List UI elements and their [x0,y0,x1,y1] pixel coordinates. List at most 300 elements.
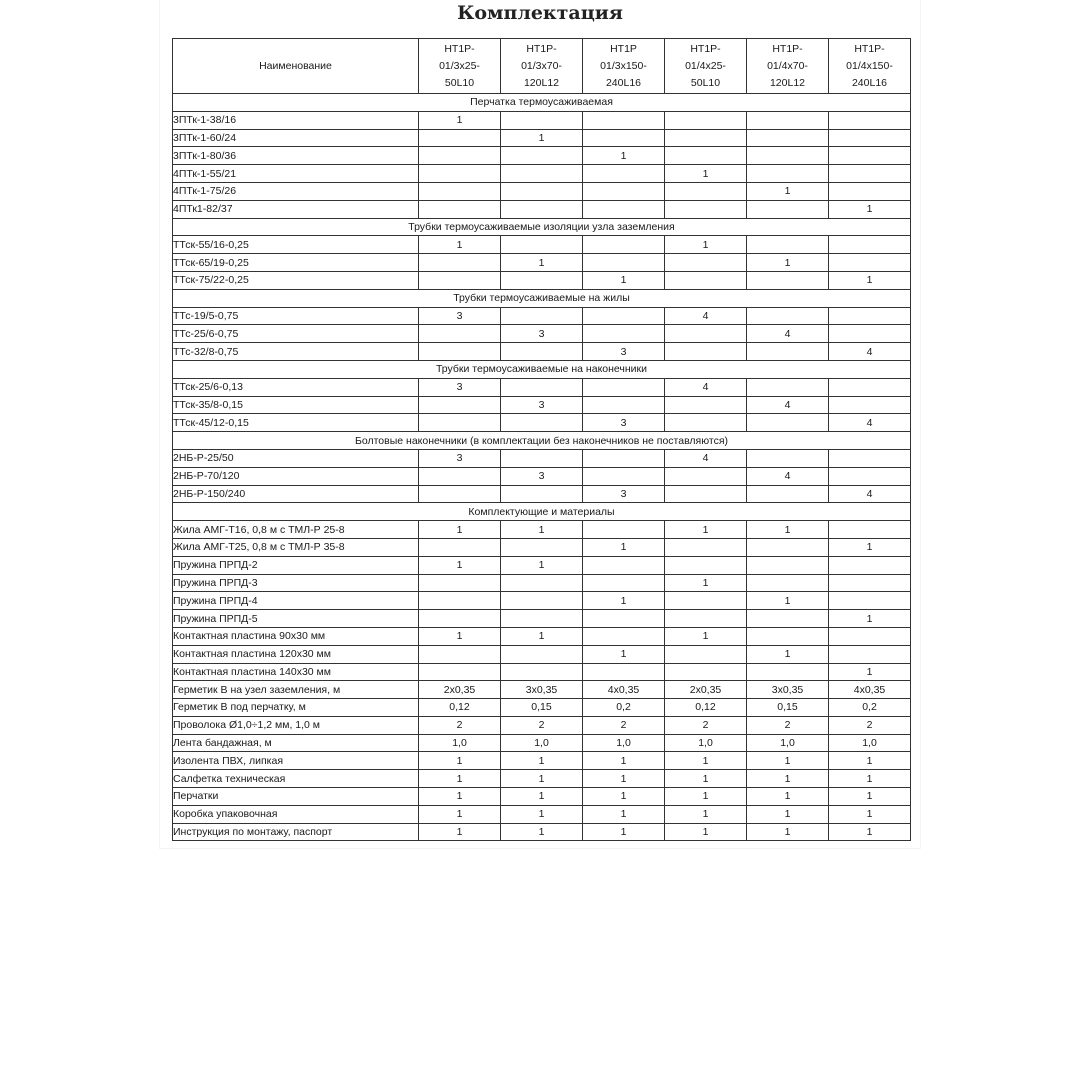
quantity-cell [583,663,665,681]
quantity-cell [419,645,501,663]
quantity-cell [829,378,911,396]
item-name-cell: ТТск-45/12-0,15 [173,414,419,432]
quantity-cell [747,663,829,681]
item-name-cell: Пружина ПРПД-2 [173,556,419,574]
item-name-cell: Проволока Ø1,0÷1,2 мм, 1,0 м [173,716,419,734]
quantity-cell: 1 [583,538,665,556]
quantity-cell: 1,0 [419,734,501,752]
quantity-cell [419,538,501,556]
item-name-cell: 3ПТк-1-60/24 [173,129,419,147]
quantity-cell [501,343,583,361]
table-row [173,610,911,628]
item-name-cell: Контактная пластина 140х30 мм [173,663,419,681]
section-header-row [173,218,911,236]
table-row [173,236,911,254]
table-row [173,254,911,272]
quantity-cell: 4х0,35 [829,681,911,699]
quantity-cell [747,538,829,556]
item-name-cell: Жила АМГ-Т16, 0,8 м с ТМЛ-Р 25-8 [173,521,419,539]
quantity-cell [665,485,747,503]
quantity-cell: 1 [419,236,501,254]
quantity-cell: 1 [419,788,501,806]
quantity-cell: 1 [583,592,665,610]
item-name-cell: 2НБ-Р-150/240 [173,485,419,503]
table-row [173,325,911,343]
quantity-cell: 0,12 [665,699,747,717]
quantity-cell [501,378,583,396]
quantity-cell [665,343,747,361]
quantity-cell: 0,2 [583,699,665,717]
column-header-model: НТ1Р- 01/4х150- 240L16 [829,39,911,94]
quantity-cell [829,627,911,645]
quantity-cell [501,200,583,218]
quantity-cell [665,538,747,556]
quantity-cell: 1 [501,823,583,841]
quantity-cell [747,556,829,574]
quantity-cell: 1 [829,538,911,556]
quantity-cell: 1 [501,129,583,147]
quantity-cell [829,307,911,325]
quantity-cell [583,111,665,129]
table-row [173,396,911,414]
quantity-cell [665,182,747,200]
item-name-cell: ТТс-19/5-0,75 [173,307,419,325]
quantity-cell [501,645,583,663]
quantity-cell: 1 [829,271,911,289]
table-row [173,271,911,289]
item-name-cell: Герметик В на узел заземления, м [173,681,419,699]
quantity-cell [419,663,501,681]
item-name-cell: 4ПТк1-82/37 [173,200,419,218]
table-row [173,592,911,610]
quantity-cell [419,467,501,485]
quantity-cell: 1 [583,147,665,165]
quantity-cell: 1 [665,627,747,645]
table-row [173,716,911,734]
quantity-cell: 2 [829,716,911,734]
quantity-cell: 3 [419,307,501,325]
table-row [173,627,911,645]
item-name-cell: 2НБ-Р-25/50 [173,449,419,467]
quantity-cell [829,556,911,574]
section-header-row [173,289,911,307]
item-name-cell: 3ПТк-1-80/36 [173,147,419,165]
quantity-cell: 1 [583,645,665,663]
column-header-model: НТ1Р 01/3х150- 240L16 [583,39,665,94]
quantity-cell [501,592,583,610]
quantity-cell [829,396,911,414]
quantity-cell [419,271,501,289]
column-header-name: Наименование [173,39,419,94]
quantity-cell: 4 [665,449,747,467]
quantity-cell: 1 [665,823,747,841]
quantity-cell [583,610,665,628]
quantity-cell: 1 [501,770,583,788]
quantity-cell [419,343,501,361]
quantity-cell [829,111,911,129]
quantity-cell: 3х0,35 [501,681,583,699]
quantity-cell [419,182,501,200]
quantity-cell: 1 [501,788,583,806]
quantity-cell: 1 [419,556,501,574]
quantity-cell [583,307,665,325]
item-name-cell: Перчатки [173,788,419,806]
quantity-cell [747,129,829,147]
quantity-cell: 1 [665,574,747,592]
quantity-cell: 1 [501,521,583,539]
quantity-cell [665,414,747,432]
column-header-model: НТ1Р- 01/3х70- 120L12 [501,39,583,94]
quantity-cell [829,236,911,254]
quantity-cell [665,663,747,681]
table-row [173,538,911,556]
quantity-cell [747,378,829,396]
quantity-cell [665,147,747,165]
quantity-cell: 4 [747,396,829,414]
quantity-cell: 1 [501,254,583,272]
quantity-cell [829,147,911,165]
quantity-cell: 1 [583,271,665,289]
quantity-cell: 3 [419,449,501,467]
quantity-cell [419,396,501,414]
section-title: Трубки термоусаживаемые изоляции узла заземления [173,218,911,236]
quantity-cell [583,467,665,485]
quantity-cell [583,449,665,467]
quantity-cell [501,147,583,165]
page-title: Комплектация [457,2,623,24]
section-title: Комплектующие и материалы [173,503,911,521]
quantity-cell [419,574,501,592]
section-title: Трубки термоусаживаемые на жилы [173,289,911,307]
quantity-cell [829,645,911,663]
quantity-cell [583,574,665,592]
quantity-cell [665,467,747,485]
quantity-cell: 1 [665,770,747,788]
quantity-cell [419,610,501,628]
quantity-cell [747,414,829,432]
quantity-cell: 1 [501,627,583,645]
item-name-cell: Изолента ПВХ, липкая [173,752,419,770]
table-row [173,770,911,788]
quantity-cell [747,627,829,645]
quantity-cell [419,200,501,218]
quantity-cell: 2х0,35 [665,681,747,699]
quantity-cell: 3 [583,485,665,503]
quantity-cell [501,414,583,432]
quantity-cell: 1 [501,752,583,770]
section-title: Трубки термоусаживаемые на наконечники [173,360,911,378]
table-row [173,663,911,681]
quantity-cell: 1,0 [501,734,583,752]
quantity-cell [583,165,665,183]
quantity-cell: 4 [747,467,829,485]
quantity-cell: 1 [419,521,501,539]
section-title: Перчатка термоусаживаемая [173,94,911,112]
item-name-cell: Пружина ПРПД-5 [173,610,419,628]
table-row [173,449,911,467]
quantity-cell: 1 [829,663,911,681]
table-row [173,788,911,806]
table-row [173,343,911,361]
quantity-cell [419,414,501,432]
quantity-cell: 1 [583,788,665,806]
table-row [173,485,911,503]
quantity-cell [747,200,829,218]
quantity-cell: 2 [665,716,747,734]
quantity-cell [829,165,911,183]
quantity-cell [419,147,501,165]
quantity-cell: 1 [501,805,583,823]
quantity-cell: 1 [747,645,829,663]
quantity-cell: 1,0 [747,734,829,752]
quantity-cell: 1,0 [665,734,747,752]
quantity-cell: 3х0,35 [747,681,829,699]
item-name-cell: 4ПТк-1-75/26 [173,182,419,200]
quantity-cell: 1 [747,521,829,539]
quantity-cell: 0,2 [829,699,911,717]
quantity-cell: 1 [419,627,501,645]
quantity-cell: 1 [829,823,911,841]
quantity-cell: 1 [747,823,829,841]
item-name-cell: 4ПТк-1-55/21 [173,165,419,183]
section-header-row [173,503,911,521]
quantity-cell [583,200,665,218]
quantity-cell [829,592,911,610]
quantity-cell [501,182,583,200]
item-name-cell: 3ПТк-1-38/16 [173,111,419,129]
quantity-cell [829,182,911,200]
table-row [173,556,911,574]
quantity-cell [583,556,665,574]
quantity-cell: 1 [747,805,829,823]
quantity-cell: 3 [419,378,501,396]
quantity-cell: 1 [583,770,665,788]
quantity-cell [747,343,829,361]
quantity-cell [419,165,501,183]
quantity-cell [583,378,665,396]
quantity-cell [583,129,665,147]
quantity-cell: 2х0,35 [419,681,501,699]
table-row [173,734,911,752]
quantity-cell: 1 [829,752,911,770]
quantity-cell [747,111,829,129]
quantity-cell: 2 [747,716,829,734]
quantity-cell: 1,0 [829,734,911,752]
quantity-cell [665,325,747,343]
quantity-cell: 1 [665,521,747,539]
quantity-cell: 1 [829,770,911,788]
quantity-cell: 1 [747,182,829,200]
quantity-cell: 3 [583,343,665,361]
quantity-cell: 4 [829,343,911,361]
quantity-cell [665,592,747,610]
item-name-cell: Пружина ПРПД-4 [173,592,419,610]
quantity-cell: 1 [583,823,665,841]
quantity-cell [501,485,583,503]
quantity-cell [501,538,583,556]
quantity-cell [747,165,829,183]
table-row [173,752,911,770]
quantity-cell [501,663,583,681]
quantity-cell [665,111,747,129]
table-row [173,129,911,147]
item-name-cell: Жила АМГ-Т25, 0,8 м с ТМЛ-Р 35-8 [173,538,419,556]
quantity-cell [665,645,747,663]
quantity-cell: 0,15 [747,699,829,717]
quantity-cell: 1 [583,752,665,770]
column-header-model: НТ1Р- 01/4х70- 120L12 [747,39,829,94]
quantity-cell [583,236,665,254]
quantity-cell: 1 [419,805,501,823]
quantity-cell: 1 [665,236,747,254]
quantity-cell [501,111,583,129]
quantity-cell [501,271,583,289]
column-header-model: НТ1Р- 01/4х25- 50L10 [665,39,747,94]
quantity-cell [501,236,583,254]
quantity-cell [665,556,747,574]
quantity-cell [419,325,501,343]
quantity-cell: 1 [747,752,829,770]
item-name-cell: Контактная пластина 90х30 мм [173,627,419,645]
item-name-cell: Инструкция по монтажу, паспорт [173,823,419,841]
quantity-cell [747,147,829,165]
quantity-cell: 1 [747,592,829,610]
item-name-cell: Коробка упаковочная [173,805,419,823]
quantity-cell: 0,15 [501,699,583,717]
table-row [173,681,911,699]
quantity-cell: 1 [665,788,747,806]
components-table [172,38,911,841]
quantity-cell [747,271,829,289]
quantity-cell: 2 [583,716,665,734]
quantity-cell: 3 [501,467,583,485]
quantity-cell: 1 [829,805,911,823]
quantity-cell [583,396,665,414]
quantity-cell: 1 [419,823,501,841]
item-name-cell: ТТс-25/6-0,75 [173,325,419,343]
quantity-cell: 1 [747,788,829,806]
quantity-cell: 1 [829,788,911,806]
quantity-cell [829,449,911,467]
quantity-cell: 2 [419,716,501,734]
quantity-cell [583,254,665,272]
quantity-cell [665,396,747,414]
table-row [173,147,911,165]
table-row [173,200,911,218]
quantity-cell [747,307,829,325]
item-name-cell: Контактная пластина 120х30 мм [173,645,419,663]
table-row [173,645,911,663]
section-header-row [173,360,911,378]
quantity-cell [665,254,747,272]
quantity-cell: 1 [829,610,911,628]
quantity-cell [665,200,747,218]
table-row [173,111,911,129]
item-name-cell: Герметик В под перчатку, м [173,699,419,717]
table-row [173,414,911,432]
quantity-cell [829,521,911,539]
quantity-cell [829,325,911,343]
quantity-cell: 1 [665,165,747,183]
quantity-cell [583,521,665,539]
quantity-cell [665,129,747,147]
quantity-cell: 4 [747,325,829,343]
quantity-cell: 1 [419,111,501,129]
section-title: Болтовые наконечники (в комплектации без наконечников не поставляются) [173,432,911,450]
quantity-cell: 4 [665,378,747,396]
quantity-cell: 2 [501,716,583,734]
item-name-cell: ТТск-75/22-0,25 [173,271,419,289]
quantity-cell [829,129,911,147]
quantity-cell [747,574,829,592]
table-row [173,805,911,823]
quantity-cell: 3 [501,396,583,414]
table-row [173,165,911,183]
item-name-cell: ТТск-55/16-0,25 [173,236,419,254]
quantity-cell [419,592,501,610]
item-name-cell: Лента бандажная, м [173,734,419,752]
quantity-cell: 1 [665,805,747,823]
quantity-cell: 4 [665,307,747,325]
quantity-cell [583,325,665,343]
quantity-cell: 1 [419,752,501,770]
quantity-cell [747,610,829,628]
quantity-cell [501,574,583,592]
quantity-cell: 1 [829,200,911,218]
header-row [173,39,911,94]
item-name-cell: ТТск-35/8-0,15 [173,396,419,414]
quantity-cell [747,236,829,254]
quantity-cell [583,627,665,645]
item-name-cell: ТТск-65/19-0,25 [173,254,419,272]
section-header-row [173,432,911,450]
quantity-cell [501,610,583,628]
quantity-cell [419,129,501,147]
table-body [173,94,911,841]
quantity-cell [419,254,501,272]
table-row [173,378,911,396]
table-row [173,699,911,717]
item-name-cell: 2НБ-Р-70/120 [173,467,419,485]
table-row [173,307,911,325]
quantity-cell: 3 [501,325,583,343]
quantity-cell [829,467,911,485]
item-name-cell: ТТск-25/6-0,13 [173,378,419,396]
quantity-cell: 3 [583,414,665,432]
quantity-cell: 4 [829,414,911,432]
quantity-cell [747,449,829,467]
table-row [173,823,911,841]
quantity-cell [829,254,911,272]
item-name-cell: Пружина ПРПД-3 [173,574,419,592]
quantity-cell: 4 [829,485,911,503]
item-name-cell: Салфетка техническая [173,770,419,788]
table-row [173,521,911,539]
table-row [173,574,911,592]
quantity-cell: 1 [747,254,829,272]
quantity-cell [583,182,665,200]
quantity-cell [665,610,747,628]
table-row [173,467,911,485]
quantity-cell [419,485,501,503]
quantity-cell: 4х0,35 [583,681,665,699]
quantity-cell [501,449,583,467]
column-header-model: НТ1Р- 01/3х25- 50L10 [419,39,501,94]
quantity-cell: 1,0 [583,734,665,752]
quantity-cell [501,165,583,183]
section-header-row [173,94,911,112]
table-row [173,182,911,200]
